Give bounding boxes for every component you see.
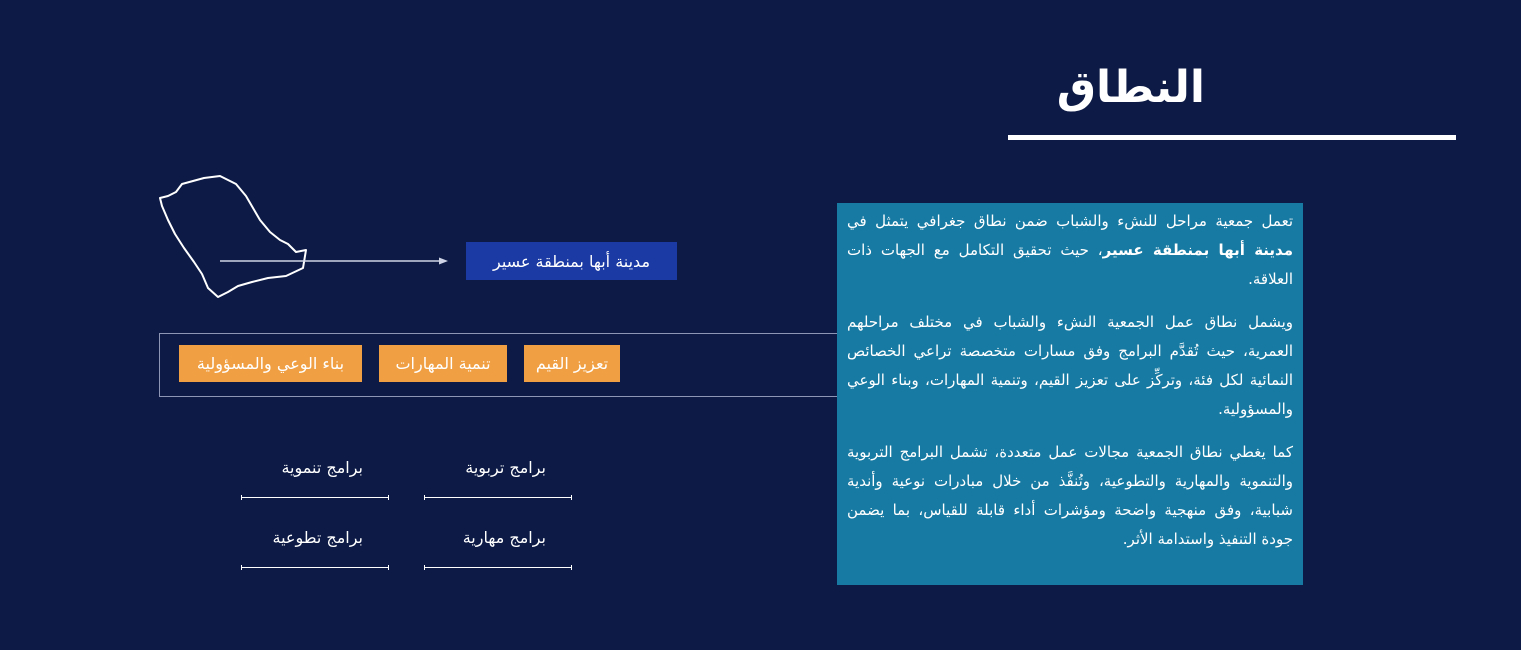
program-educational [424, 458, 572, 498]
description-paragraph-2: ويشمل نطاق عمل الجمعية النشء والشباب في مختلف مراحلهم العمرية، حيث تُقدَّم البرامج وفق مسارات متخصصة تراعي الخصائص النمائية لكل فئة، وتركِّز على تعزيز القيم، وتنمية المهارات، وبناء الوعي والمسؤولية. [847, 313, 1293, 418]
program-label: برامج تربوية [465, 458, 546, 477]
pillar-tag-awareness: بناء الوعي والمسؤولية [179, 345, 362, 382]
program-label: برامج تنموية [281, 458, 363, 477]
description-paragraph-1: تعمل جمعية مراحل للنشء والشباب ضمن نطاق جغرافي يتمثل في مدينة أبها بمنطقة عسير، حيث تحقيق التكامل مع الجهات ذات العلاقة. [847, 212, 1294, 288]
location-label: مدينة أبها بمنطقة عسير [466, 242, 677, 280]
location-pointer-arrow [220, 256, 448, 266]
program-developmental [241, 458, 389, 498]
program-volunteer [241, 528, 389, 568]
program-divider [424, 567, 572, 568]
program-divider [241, 497, 389, 498]
program-divider [241, 567, 389, 568]
pillar-tag-skills: تنمية المهارات [379, 345, 507, 382]
program-label: برامج مهارية [462, 528, 546, 547]
program-skills [424, 528, 572, 568]
program-divider [424, 497, 572, 498]
saudi-arabia-outline-icon [158, 174, 308, 298]
description-paragraph-3: كما يغطي نطاق الجمعية مجالات عمل متعددة، تشمل البرامج التربوية والتنموية والمهارية والتطوعية، وتُنفَّذ من خلال مبادرات نوعية وأندية شبابية، وفق منهجية واضحة ومؤشرات أداء قابلة للقياس، بما يضمن جودة التنفيذ واستدامة الأثر. [847, 443, 1293, 548]
pillar-tag-values: تعزيز القيم [524, 345, 620, 382]
program-label: برامج تطوعية [272, 528, 363, 547]
page-title: النطاق [1056, 62, 1205, 113]
scope-description [837, 203, 1303, 585]
title-underline [1008, 135, 1456, 140]
description-highlight: مدينة أبها بمنطقة عسير [1102, 241, 1294, 259]
